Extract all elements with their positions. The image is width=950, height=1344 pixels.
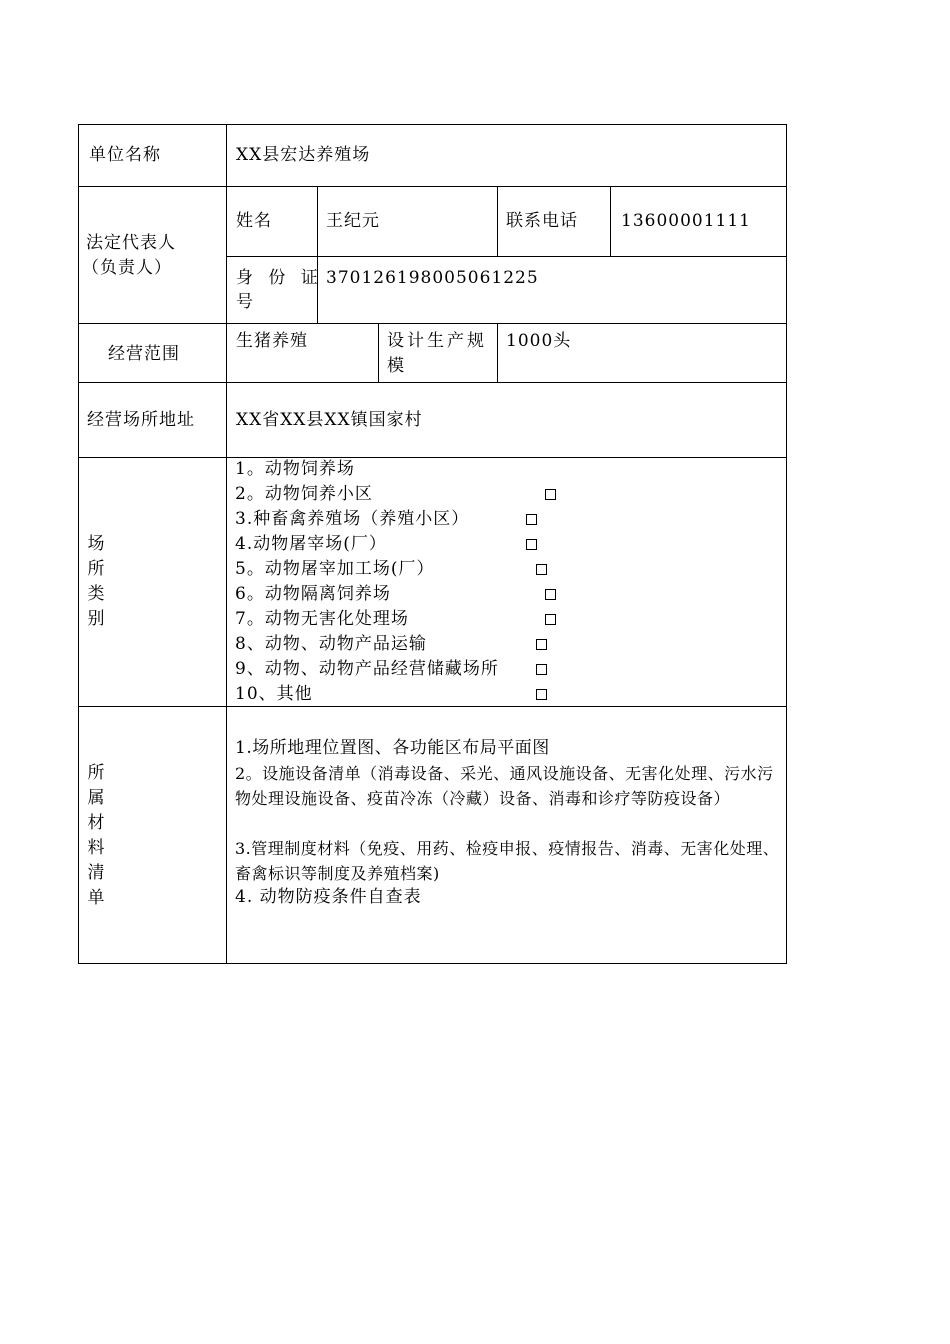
id-label-sub: 号	[236, 292, 254, 312]
site-option-3	[235, 507, 469, 532]
site-option-8	[235, 632, 427, 657]
materials-char: 所	[87, 763, 105, 783]
column-divider	[497, 186, 498, 256]
row-divider	[79, 457, 786, 458]
address-value: XX省XX县XX镇国家村	[236, 410, 423, 430]
site-option-label: 5。动物屠宰加工场(厂）	[235, 559, 435, 579]
site-option-9	[235, 657, 499, 682]
site-option-8-checkbox[interactable]	[536, 639, 547, 650]
material-item-3: 3.管理制度材料（免疫、用药、检疫申报、疫情报告、消毒、无害化处理、畜禽标识等制度及养殖档案)	[235, 839, 780, 883]
site-option-7	[235, 607, 409, 632]
column-divider	[610, 186, 611, 256]
business-scope-value: 生猪养殖	[236, 331, 308, 351]
legal-rep-label: 法定代表人	[86, 233, 176, 253]
column-divider	[497, 323, 498, 382]
site-option-6-checkbox[interactable]	[545, 589, 556, 600]
site-option-label: 8、动物、动物产品运输	[235, 634, 427, 654]
site-category-char: 类	[87, 584, 105, 604]
site-option-4-checkbox[interactable]	[526, 539, 537, 550]
site-option-4	[235, 532, 387, 557]
site-option-3-checkbox[interactable]	[526, 514, 537, 525]
column-divider	[378, 323, 379, 382]
row-divider	[79, 323, 786, 324]
unit-name-label: 单位名称	[89, 145, 161, 165]
material-item-1: 1.场所地理位置图、各功能区布局平面图	[235, 738, 550, 758]
unit-name-value: XX县宏达养殖场	[236, 145, 371, 165]
column-divider	[226, 125, 227, 963]
site-option-label: 9、动物、动物产品经营储藏场所	[235, 659, 499, 679]
material-item-2: 2。设施设备清单（消毒设备、采光、通风设施设备、无害化处理、污水污物处理设施设备、疫苗冷冻（冷藏）设备、消毒和诊疗等防疫设备）	[235, 764, 774, 808]
site-option-label: 4.动物屠宰场(厂）	[235, 534, 387, 554]
scale-value: 1000头	[506, 331, 572, 351]
site-option-5	[235, 557, 434, 582]
site-option-1	[235, 457, 355, 482]
site-category-char: 场	[87, 534, 105, 554]
site-option-label: 1。动物饲养场	[235, 459, 355, 479]
site-option-label: 10、其他	[235, 684, 313, 704]
phone-label: 联系电话	[506, 211, 578, 231]
name-value: 王纪元	[326, 211, 380, 231]
site-option-5-checkbox[interactable]	[536, 564, 547, 575]
site-option-10	[235, 682, 313, 707]
name-label: 姓名	[236, 211, 272, 231]
scale-label: 设计生产规	[387, 331, 487, 351]
column-divider	[317, 186, 318, 323]
row-divider	[79, 186, 786, 187]
site-option-label: 2。动物饲养小区	[235, 484, 373, 504]
business-scope-label: 经营范围	[108, 344, 180, 364]
materials-char: 清	[87, 863, 105, 883]
site-category-char: 所	[87, 559, 105, 579]
site-option-2-checkbox[interactable]	[545, 489, 556, 500]
phone-value: 13600001111	[621, 211, 751, 231]
materials-char: 材	[87, 813, 105, 833]
site-option-7-checkbox[interactable]	[545, 614, 556, 625]
materials-char: 属	[87, 788, 105, 808]
legal-rep-label-sub: （负责人）	[82, 258, 172, 278]
site-option-2	[235, 482, 373, 507]
materials-char: 料	[87, 838, 105, 858]
site-category-label	[86, 532, 106, 632]
site-option-6	[235, 582, 391, 607]
id-label: 身 份 证	[236, 268, 323, 288]
site-option-9-checkbox[interactable]	[536, 664, 547, 675]
address-label: 经营场所地址	[87, 410, 195, 430]
id-value: 370126198005061225	[326, 268, 539, 288]
materials-label	[86, 761, 106, 911]
site-option-label: 7。动物无害化处理场	[235, 609, 409, 629]
site-option-label: 6。动物隔离饲养场	[235, 584, 391, 604]
material-item-4: 4. 动物防疫条件自查表	[235, 887, 422, 907]
row-divider	[79, 706, 786, 707]
site-option-label: 3.种畜禽养殖场（养殖小区）	[235, 509, 470, 529]
scale-label-sub: 模	[387, 356, 405, 376]
site-category-char: 别	[87, 609, 105, 629]
row-divider	[79, 382, 786, 383]
materials-char: 单	[87, 888, 105, 908]
site-option-10-checkbox[interactable]	[536, 689, 547, 700]
row-divider	[227, 256, 786, 257]
